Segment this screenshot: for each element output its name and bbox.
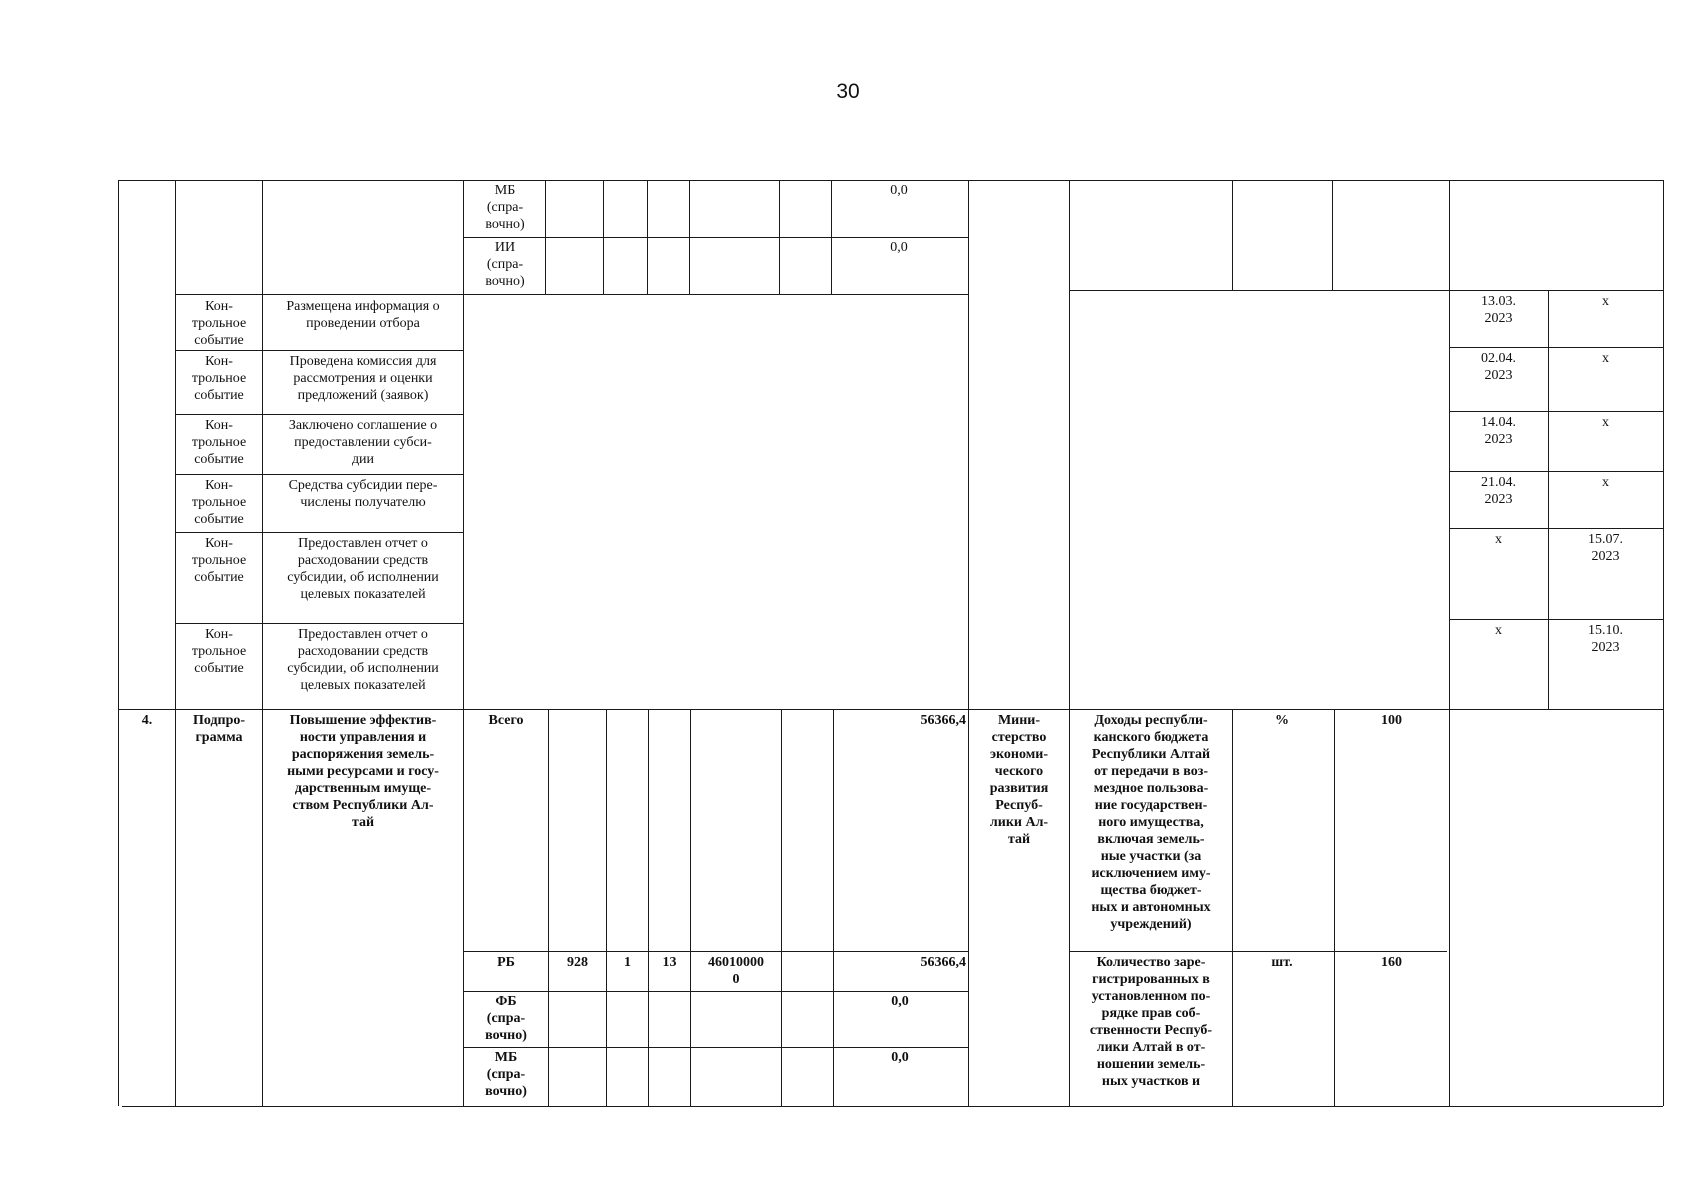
control-event-type: Кон- трольное событие xyxy=(191,418,247,467)
control-event-type: Кон- трольное событие xyxy=(191,627,247,676)
table-line xyxy=(175,532,463,533)
table-line xyxy=(463,1047,968,1048)
table-line xyxy=(1449,411,1663,412)
table-line xyxy=(463,237,968,238)
control-event-date: x xyxy=(1495,623,1502,638)
amount-cell: 0,0 xyxy=(890,183,908,198)
table-line xyxy=(1334,709,1335,1106)
source-cell: МБ (спра- вочно) xyxy=(485,183,525,232)
table-line xyxy=(545,180,546,294)
table-line xyxy=(779,180,780,294)
control-event-date: x xyxy=(1495,532,1502,547)
grbs-code: 928 xyxy=(567,955,588,970)
pr-code: 13 xyxy=(662,955,677,970)
table-line xyxy=(175,623,463,624)
table-line xyxy=(690,709,691,1106)
table-line xyxy=(1449,528,1663,529)
control-event-date: 15.07. 2023 xyxy=(1588,532,1623,564)
table-line xyxy=(689,180,690,294)
source-cell: РБ xyxy=(497,955,515,970)
table-line xyxy=(118,180,119,1106)
table-line xyxy=(118,180,1663,181)
table-line xyxy=(262,180,263,1106)
source-cell: МБ (спра- вочно) xyxy=(485,1050,527,1099)
control-event-type: Кон- трольное событие xyxy=(191,354,247,403)
indicator-value: 100 xyxy=(1381,713,1402,728)
table-line xyxy=(175,350,463,351)
control-event-type: Кон- трольное событие xyxy=(191,478,247,527)
subprogram-number: 4. xyxy=(141,713,153,728)
control-event-type: Кон- трольное событие xyxy=(191,299,247,348)
control-event-date: 15.10. 2023 xyxy=(1588,623,1623,655)
table-line xyxy=(1069,180,1070,1106)
amount-cell: 0,0 xyxy=(890,240,908,255)
control-event-text: Проведена комиссия для рассмотрения и оценки предложений (заявок) xyxy=(289,354,437,403)
indicator-value: 160 xyxy=(1381,955,1402,970)
table-line xyxy=(1232,709,1233,1106)
indicator-name: Количество заре- гистрированных в установленном по- рядке прав соб- ственности Респуб- лики Алтай в от- ношении земель- ных участков и xyxy=(1089,955,1213,1089)
control-event-date: 13.03. 2023 xyxy=(1481,294,1516,326)
table-line xyxy=(1232,180,1233,290)
table-line xyxy=(175,294,968,295)
table-line xyxy=(175,474,463,475)
table-line xyxy=(118,709,1663,710)
table-line xyxy=(781,709,782,1106)
table-line xyxy=(1449,347,1663,348)
page-number: 30 xyxy=(836,80,860,103)
table-line xyxy=(1069,951,1447,952)
control-event-text: Средства субсидии пере- числены получателю xyxy=(288,478,438,510)
rz-code: 1 xyxy=(624,955,631,970)
table-line xyxy=(175,414,463,415)
table-line xyxy=(1548,290,1549,709)
table-line xyxy=(548,709,549,1106)
source-cell: ФБ (спра- вочно) xyxy=(485,994,527,1043)
table-line xyxy=(647,180,648,294)
control-event-date: 14.04. 2023 xyxy=(1481,415,1516,447)
table-line xyxy=(175,180,176,1106)
table-line xyxy=(648,709,649,1106)
source-cell: Всего xyxy=(488,713,524,728)
table-line xyxy=(1449,180,1450,1106)
control-event-date: x xyxy=(1602,351,1609,366)
table-line xyxy=(833,709,834,1106)
control-event-type: Кон- трольное событие xyxy=(191,536,247,585)
control-event-date: 02.04. 2023 xyxy=(1481,351,1516,383)
indicator-name: Доходы республи- канского бюджета Республики Алтай от передачи в воз- мездное пользова- ние государствен- ного имущества, включая земель- ные участки (за исключением иму- щества бюджет- ных и автономных учреждений) xyxy=(1091,713,1211,932)
table-line xyxy=(122,1106,1663,1107)
csr-code: 46010000 0 xyxy=(708,955,764,987)
subprogram-name: Повышение эффектив- ности управления и распоряжения земель- ными ресурсами и госу- дарственным имуще- ством Республики Ал- тай xyxy=(287,713,439,830)
control-event-date: 21.04. 2023 xyxy=(1481,475,1516,507)
table-line xyxy=(463,951,968,952)
table-line xyxy=(1449,471,1663,472)
amount-cell: 0,0 xyxy=(891,994,909,1009)
table-line xyxy=(603,180,604,294)
table-line xyxy=(606,709,607,1106)
source-cell: ИИ (спра- вочно) xyxy=(485,240,525,289)
amount-cell: 56366,4 xyxy=(920,955,966,970)
control-event-date: x xyxy=(1602,475,1609,490)
subprogram-type: Подпро- грамма xyxy=(192,713,246,745)
control-event-text: Заключено соглашение о предоставлении субси- дии xyxy=(288,418,438,467)
indicator-unit: % xyxy=(1275,713,1289,728)
table-line xyxy=(1332,180,1333,290)
amount-cell: 0,0 xyxy=(891,1050,909,1065)
table-line xyxy=(463,991,968,992)
table-line xyxy=(968,180,969,1106)
table-line xyxy=(463,180,464,1106)
table-line xyxy=(1663,180,1664,1106)
table-line xyxy=(831,180,832,294)
control-event-date: x xyxy=(1602,294,1609,309)
control-event-text: Предоставлен отчет о расходовании средств субсидии, об исполнении целевых показателей xyxy=(287,536,439,602)
table-line xyxy=(1069,290,1663,291)
control-event-text: Предоставлен отчет о расходовании средств субсидии, об исполнении целевых показателей xyxy=(287,627,439,693)
responsible-executor: Мини- стерство экономи- ческого развития Респуб- лики Ал- тай xyxy=(989,713,1049,847)
amount-cell: 56366,4 xyxy=(920,713,966,728)
control-event-date: x xyxy=(1602,415,1609,430)
indicator-unit: шт. xyxy=(1271,955,1293,970)
control-event-text: Размещена информация о проведении отбора xyxy=(286,299,440,331)
table-line xyxy=(1449,619,1663,620)
